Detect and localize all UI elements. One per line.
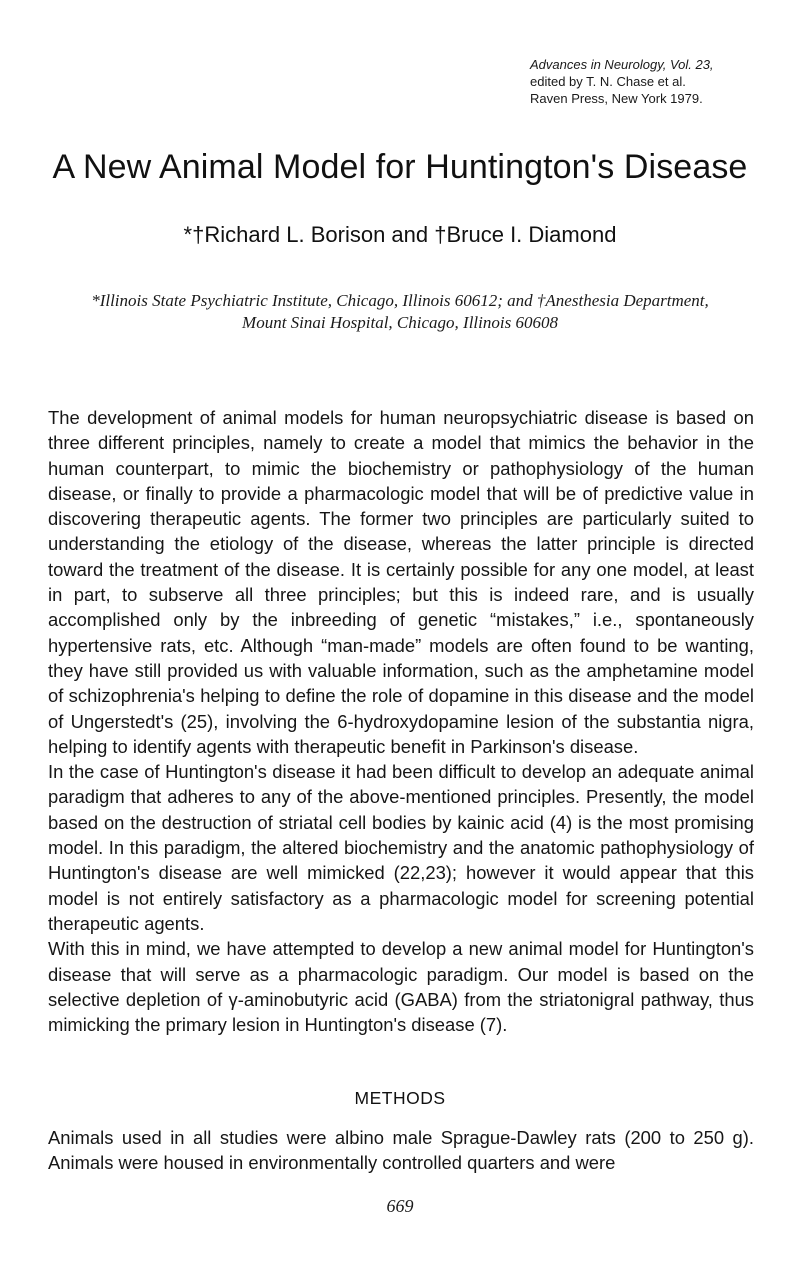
- citation-editors: edited by T. N. Chase et al.: [530, 74, 686, 89]
- citation-journal: Advances in Neurology, Vol. 23,: [530, 57, 714, 72]
- citation-block: [530, 56, 790, 107]
- page-number: 669: [386, 1196, 414, 1216]
- methods-heading: METHODS: [354, 1088, 446, 1108]
- paragraph: The development of animal models for human neuropsychiatric disease is based on three different principles, namely to create a model that mimics the behavior in the human counterpart, to mimic the biochemistry or pathophysiology of the human disease, or finally to provide a pharmacologic model that will be of predictive value in discovering therapeutic agents. The former two principles are particularly suited to understanding the etiology of the disease, whereas the latter principle is directed toward the treatment of the disease. It is certainly possible for any one model, at least in part, to subserve all three principles; but this is indeed rare, and is usually accomplished only by the inbreeding of genetic “mistakes,” i.e., spontaneously hypertensive rats, etc. Although “man-made” models are often found to be wanting, they have still provided us with valuable information, such as the amphetamine model of schizophrenia's helping to define the role of dopamine in this disease and the model of Ungerstedt's (25), involving the 6-hydroxydopamine lesion of the substantia nigra, helping to identify agents with therapeutic benefit in Parkinson's disease.: [48, 407, 754, 757]
- citation-publisher: Raven Press, New York 1979.: [530, 91, 703, 106]
- paragraph: In the case of Huntington's disease it had been difficult to develop an adequate animal paradigm that adheres to any of the above-mentioned principles. Presently, the model based on the destruction of striatal cell bodies by kainic acid (4) is the most promising model. In this paradigm, the altered biochemistry and the anatomic pathophysiology of Huntington's disease are well mimicked (22,23); however it would appear that this model is not entirely satisfactory as a pharmacologic model for screening potential therapeutic agents.: [48, 761, 754, 934]
- paragraph: With this in mind, we have attempted to develop a new animal model for Huntington's disease that will serve as a pharmacologic paradigm. Our model is based on the selective depletion of γ-aminobutyric acid (GABA) from the striatonigral pathway, thus mimicking the primary lesion in Huntington's disease (7).: [48, 938, 754, 1036]
- paper-authors: *†Richard L. Borison and †Bruce I. Diamond: [183, 222, 617, 247]
- author-affiliations: [40, 290, 760, 334]
- affiliation-line-1: *Illinois State Psychiatric Institute, Chicago, Illinois 60612; and †Anesthesia Department,: [91, 291, 709, 310]
- affiliation-line-2: Mount Sinai Hospital, Chicago, Illinois 60608: [242, 313, 558, 332]
- methods-text: [48, 1125, 754, 1176]
- paper-title: A New Animal Model for Huntington's Disease: [52, 148, 748, 186]
- introduction-text: [48, 405, 754, 1037]
- paragraph: Animals used in all studies were albino male Sprague-Dawley rats (200 to 250 g). Animals were housed in environmentally controlled quarters and were: [48, 1127, 754, 1174]
